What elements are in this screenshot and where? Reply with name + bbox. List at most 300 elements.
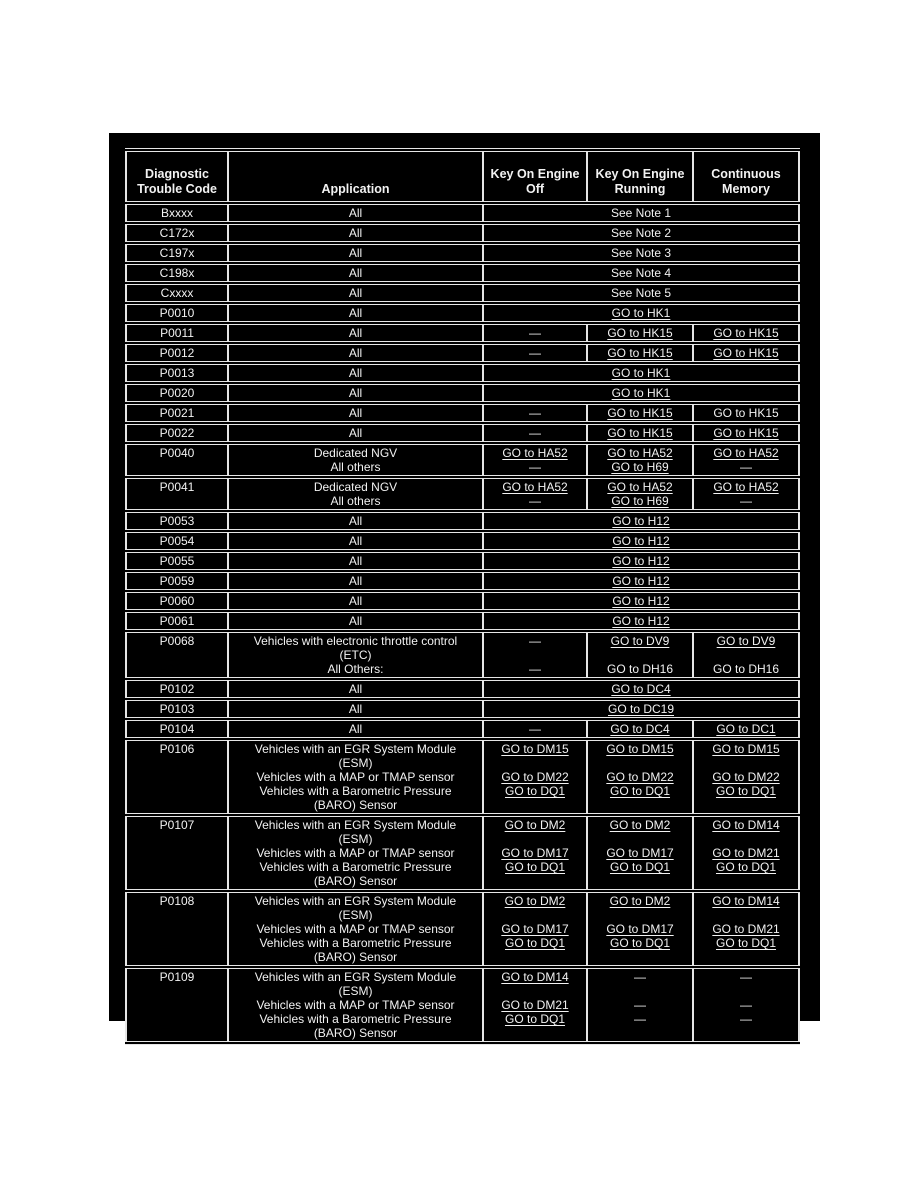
table-row bbox=[126, 511, 799, 531]
go-to-link[interactable]: GO to DM21 bbox=[712, 922, 780, 936]
go-to-link[interactable]: GO to DQ1 bbox=[504, 860, 566, 874]
dtc-code: P0011 bbox=[160, 326, 194, 340]
go-to-link[interactable]: GO to HA52 bbox=[713, 446, 779, 460]
koer-line bbox=[590, 426, 690, 440]
procedure-line bbox=[486, 574, 796, 588]
column-header-dtc bbox=[126, 150, 228, 203]
cm-cell bbox=[693, 477, 799, 511]
note-text: See Note 2 bbox=[610, 226, 672, 240]
cm-line bbox=[696, 480, 796, 494]
application-line: (BARO) Sensor bbox=[313, 1026, 398, 1040]
cm-cell bbox=[693, 891, 799, 967]
koer-cell bbox=[587, 719, 693, 739]
application-line: All bbox=[348, 306, 363, 320]
cm-cell bbox=[693, 403, 799, 423]
table-panel bbox=[109, 133, 820, 1040]
koeo-line bbox=[486, 326, 584, 340]
dtc-code-cell bbox=[126, 477, 228, 511]
table-row bbox=[126, 967, 799, 1043]
go-to-link[interactable]: GO to H12 bbox=[612, 574, 670, 588]
cm-line bbox=[696, 908, 796, 922]
koer-cell bbox=[587, 967, 693, 1043]
dash-placeholder: — bbox=[740, 998, 752, 1012]
cm-line bbox=[696, 756, 796, 770]
go-to-link[interactable]: GO to DQ1 bbox=[715, 936, 777, 950]
dtc-code: P0020 bbox=[159, 386, 195, 400]
koer-cell bbox=[587, 403, 693, 423]
go-to-link[interactable]: GO to DM22 bbox=[712, 770, 780, 784]
dash-placeholder: — bbox=[740, 494, 752, 508]
dtc-code: P0053 bbox=[159, 514, 195, 528]
cm-line bbox=[696, 426, 796, 440]
go-to-link[interactable]: GO to DM22 bbox=[606, 770, 674, 784]
table-row bbox=[126, 423, 799, 443]
go-to-link[interactable]: GO to HA52 bbox=[502, 480, 568, 494]
cm-cell bbox=[693, 323, 799, 343]
koeo-cell bbox=[483, 477, 587, 511]
procedure-line bbox=[486, 386, 796, 400]
go-to-link[interactable]: GO to DV9 bbox=[716, 634, 776, 648]
application-line: All bbox=[348, 366, 363, 380]
cm-line bbox=[696, 998, 796, 1012]
dtc-code: P0013 bbox=[159, 366, 195, 380]
go-to-link[interactable]: GO to HA52 bbox=[713, 480, 779, 494]
go-to-link[interactable]: GO to H12 bbox=[612, 534, 670, 548]
dash-placeholder: — bbox=[634, 970, 646, 984]
dash-placeholder: — bbox=[634, 1012, 646, 1026]
application-line: Vehicles with an EGR System Module bbox=[254, 894, 457, 908]
application-line: Dedicated NGV bbox=[313, 446, 398, 460]
table-row bbox=[126, 383, 799, 403]
procedure-line bbox=[486, 514, 796, 528]
go-to-link[interactable]: GO to DH16 bbox=[712, 662, 780, 676]
dtc-code-cell bbox=[126, 531, 228, 551]
application-line: Vehicles with a Barometric Pressure bbox=[259, 860, 452, 874]
go-to-link[interactable]: GO to DM21 bbox=[501, 998, 569, 1012]
header-row bbox=[126, 150, 799, 203]
cm-cell bbox=[693, 719, 799, 739]
application-cell bbox=[228, 263, 483, 283]
koeo-cell bbox=[483, 631, 587, 679]
application-line: All bbox=[348, 514, 363, 528]
koeo-cell bbox=[483, 967, 587, 1043]
procedure-span-cell bbox=[483, 303, 799, 323]
procedure-line bbox=[486, 366, 796, 380]
go-to-link[interactable]: GO to HK15 bbox=[607, 346, 673, 360]
cm-line bbox=[696, 722, 796, 736]
go-to-link[interactable]: GO to DQ1 bbox=[609, 860, 671, 874]
go-to-link[interactable]: GO to DM14 bbox=[501, 970, 569, 984]
application-cell bbox=[228, 531, 483, 551]
koer-line bbox=[590, 326, 690, 340]
go-to-link[interactable]: GO to DM2 bbox=[609, 894, 671, 908]
go-to-link[interactable]: GO to DC4 bbox=[611, 682, 671, 696]
go-to-link[interactable]: GO to DM15 bbox=[501, 742, 569, 756]
go-to-link[interactable]: GO to HK1 bbox=[611, 386, 671, 400]
koeo-line bbox=[486, 894, 584, 908]
koer-line bbox=[590, 950, 690, 964]
koer-line bbox=[590, 798, 690, 812]
cm-line bbox=[696, 832, 796, 846]
table-row bbox=[126, 531, 799, 551]
table-row bbox=[126, 631, 799, 679]
application-cell bbox=[228, 591, 483, 611]
table-row bbox=[126, 591, 799, 611]
cm-line bbox=[696, 446, 796, 460]
dtc-code: P0022 bbox=[159, 426, 195, 440]
table-row bbox=[126, 699, 799, 719]
dash-placeholder: — bbox=[634, 998, 646, 1012]
koeo-line bbox=[486, 818, 584, 832]
column-header-koeo bbox=[483, 150, 587, 203]
application-line: Vehicles with a MAP or TMAP sensor bbox=[256, 998, 455, 1012]
koeo-line bbox=[486, 446, 584, 460]
procedure-line bbox=[486, 266, 796, 280]
koer-cell bbox=[587, 815, 693, 891]
procedure-span-cell bbox=[483, 531, 799, 551]
table-row bbox=[126, 891, 799, 967]
dtc-code-cell bbox=[126, 679, 228, 699]
cm-cell bbox=[693, 967, 799, 1043]
dtc-code: C197x bbox=[159, 246, 195, 260]
go-to-link[interactable]: GO to HA52 bbox=[607, 446, 673, 460]
go-to-link[interactable]: GO to DM15 bbox=[712, 742, 780, 756]
application-line: (ESM) bbox=[338, 908, 373, 922]
table-row bbox=[126, 223, 799, 243]
dtc-code-cell bbox=[126, 631, 228, 679]
go-to-link[interactable]: GO to HA52 bbox=[607, 480, 673, 494]
cm-line bbox=[696, 406, 796, 420]
application-line: Vehicles with a Barometric Pressure bbox=[259, 784, 452, 798]
table-row bbox=[126, 403, 799, 423]
koer-cell bbox=[587, 323, 693, 343]
application-cell bbox=[228, 631, 483, 679]
application-line: Dedicated NGV bbox=[313, 480, 398, 494]
table-row bbox=[126, 283, 799, 303]
application-line: All bbox=[348, 286, 363, 300]
go-to-link[interactable]: GO to DQ1 bbox=[609, 784, 671, 798]
dtc-code-cell bbox=[126, 591, 228, 611]
koer-cell bbox=[587, 477, 693, 511]
cm-line bbox=[696, 860, 796, 874]
koer-line bbox=[590, 984, 690, 998]
cm-line bbox=[696, 742, 796, 756]
procedure-line bbox=[486, 614, 796, 628]
procedure-span-cell bbox=[483, 611, 799, 631]
koeo-line bbox=[486, 426, 584, 440]
dtc-table bbox=[125, 148, 800, 1045]
application-line: All bbox=[348, 614, 363, 628]
dash-placeholder: — bbox=[740, 460, 752, 474]
koeo-line bbox=[486, 770, 584, 784]
dtc-code-cell bbox=[126, 323, 228, 343]
dtc-code: Cxxxx bbox=[160, 286, 194, 300]
go-to-link[interactable]: GO to HK15 bbox=[713, 326, 779, 340]
note-text: See Note 3 bbox=[610, 246, 672, 260]
column-header-line: Trouble Code bbox=[137, 182, 217, 196]
application-line: Vehicles with a MAP or TMAP sensor bbox=[256, 770, 455, 784]
koer-line bbox=[590, 908, 690, 922]
go-to-link[interactable]: GO to HK1 bbox=[611, 366, 671, 380]
dtc-code-cell bbox=[126, 303, 228, 323]
koeo-line bbox=[486, 984, 584, 998]
application-line: (BARO) Sensor bbox=[313, 874, 398, 888]
cm-line bbox=[696, 922, 796, 936]
koeo-cell bbox=[483, 739, 587, 815]
go-to-link[interactable]: GO to H12 bbox=[612, 514, 670, 528]
go-to-link[interactable]: GO to DM2 bbox=[504, 818, 566, 832]
column-header-line: Memory bbox=[722, 182, 770, 196]
koeo-line bbox=[486, 998, 584, 1012]
note-text: See Note 1 bbox=[610, 206, 672, 220]
go-to-link[interactable]: GO to DQ1 bbox=[504, 784, 566, 798]
koer-cell bbox=[587, 423, 693, 443]
go-to-link[interactable]: GO to HK15 bbox=[713, 426, 779, 440]
application-cell bbox=[228, 477, 483, 511]
koer-line bbox=[590, 480, 690, 494]
koer-cell bbox=[587, 631, 693, 679]
procedure-line bbox=[486, 702, 796, 716]
go-to-link[interactable]: GO to DQ1 bbox=[504, 936, 566, 950]
cm-line bbox=[696, 662, 796, 676]
cm-line bbox=[696, 494, 796, 508]
table-row bbox=[126, 739, 799, 815]
koer-line bbox=[590, 770, 690, 784]
koer-line bbox=[590, 722, 690, 736]
procedure-span-cell bbox=[483, 591, 799, 611]
procedure-line bbox=[486, 682, 796, 696]
application-cell bbox=[228, 719, 483, 739]
go-to-link[interactable]: GO to DM17 bbox=[501, 922, 569, 936]
go-to-link[interactable]: GO to DV9 bbox=[610, 634, 670, 648]
dtc-code-cell bbox=[126, 815, 228, 891]
koer-line bbox=[590, 922, 690, 936]
table-row bbox=[126, 571, 799, 591]
koer-line bbox=[590, 346, 690, 360]
koeo-line bbox=[486, 784, 584, 798]
go-to-link[interactable]: GO to DM15 bbox=[606, 742, 674, 756]
go-to-link[interactable]: GO to DC1 bbox=[716, 722, 776, 736]
koeo-line bbox=[486, 662, 584, 676]
koeo-line bbox=[486, 756, 584, 770]
koeo-line bbox=[486, 406, 584, 420]
go-to-link[interactable]: GO to H12 bbox=[612, 614, 670, 628]
koeo-cell bbox=[483, 403, 587, 423]
procedure-line bbox=[486, 286, 796, 300]
cm-line bbox=[696, 818, 796, 832]
go-to-link[interactable]: GO to DM21 bbox=[712, 846, 780, 860]
application-line: All bbox=[348, 406, 363, 420]
go-to-link[interactable]: GO to HK15 bbox=[713, 406, 779, 420]
application-line: (ETC) bbox=[339, 648, 372, 662]
koeo-line bbox=[486, 874, 584, 888]
procedure-line bbox=[486, 534, 796, 548]
koeo-line bbox=[486, 648, 584, 662]
dtc-code: P0068 bbox=[159, 634, 195, 648]
dtc-code-cell bbox=[126, 203, 228, 223]
application-line: Vehicles with a MAP or TMAP sensor bbox=[256, 846, 455, 860]
koeo-line bbox=[486, 798, 584, 812]
go-to-link[interactable]: GO to HK15 bbox=[607, 426, 673, 440]
go-to-link[interactable]: GO to H12 bbox=[612, 594, 670, 608]
application-line: All Others: bbox=[327, 662, 384, 676]
dash-placeholder: — bbox=[529, 426, 541, 440]
application-cell bbox=[228, 363, 483, 383]
go-to-link[interactable]: GO to DC19 bbox=[607, 702, 675, 716]
dtc-code-cell bbox=[126, 699, 228, 719]
table-row bbox=[126, 243, 799, 263]
procedure-line bbox=[486, 306, 796, 320]
koer-line bbox=[590, 742, 690, 756]
koer-line bbox=[590, 894, 690, 908]
table-row bbox=[126, 263, 799, 283]
cm-cell bbox=[693, 739, 799, 815]
table-row bbox=[126, 611, 799, 631]
go-to-link[interactable]: GO to DM2 bbox=[504, 894, 566, 908]
procedure-span-cell bbox=[483, 571, 799, 591]
dtc-code-cell bbox=[126, 263, 228, 283]
dtc-code: P0106 bbox=[159, 742, 195, 756]
go-to-link[interactable]: GO to DQ1 bbox=[609, 936, 671, 950]
cm-cell bbox=[693, 343, 799, 363]
procedure-span-cell bbox=[483, 551, 799, 571]
koer-line bbox=[590, 874, 690, 888]
go-to-link[interactable]: GO to HA52 bbox=[502, 446, 568, 460]
cm-line bbox=[696, 326, 796, 340]
koer-line bbox=[590, 406, 690, 420]
koeo-line bbox=[486, 460, 584, 474]
go-to-link[interactable]: GO to DQ1 bbox=[715, 860, 777, 874]
dtc-code: P0103 bbox=[159, 702, 195, 716]
koer-line bbox=[590, 460, 690, 474]
application-line: All bbox=[348, 266, 363, 280]
table-header bbox=[126, 150, 799, 203]
go-to-link[interactable]: GO to DM17 bbox=[501, 846, 569, 860]
dtc-code: C172x bbox=[159, 226, 195, 240]
go-to-link[interactable]: GO to HK15 bbox=[607, 406, 673, 420]
koer-line bbox=[590, 846, 690, 860]
koer-line bbox=[590, 494, 690, 508]
application-line: Vehicles with an EGR System Module bbox=[254, 742, 457, 756]
dtc-code-cell bbox=[126, 403, 228, 423]
application-line: All bbox=[348, 682, 363, 696]
application-line: All bbox=[348, 346, 363, 360]
procedure-line bbox=[486, 246, 796, 260]
go-to-link[interactable]: GO to H69 bbox=[611, 460, 669, 474]
note-text: See Note 5 bbox=[610, 286, 672, 300]
go-to-link[interactable]: GO to DM17 bbox=[606, 846, 674, 860]
cm-line bbox=[696, 874, 796, 888]
procedure-span-cell bbox=[483, 363, 799, 383]
dtc-code: P0061 bbox=[159, 614, 195, 628]
application-cell bbox=[228, 423, 483, 443]
koer-line bbox=[590, 860, 690, 874]
koeo-cell bbox=[483, 891, 587, 967]
cm-cell bbox=[693, 443, 799, 477]
dtc-code: P0059 bbox=[159, 574, 195, 588]
cm-line bbox=[696, 770, 796, 784]
application-line: Vehicles with a MAP or TMAP sensor bbox=[256, 922, 455, 936]
go-to-link[interactable]: GO to DM14 bbox=[712, 818, 780, 832]
cm-cell bbox=[693, 815, 799, 891]
dtc-code: P0109 bbox=[159, 970, 195, 984]
dash-placeholder: — bbox=[529, 722, 541, 736]
go-to-link[interactable]: GO to DM2 bbox=[609, 818, 671, 832]
koer-line bbox=[590, 784, 690, 798]
koer-line bbox=[590, 634, 690, 648]
application-line: Vehicles with an EGR System Module bbox=[254, 818, 457, 832]
koer-line bbox=[590, 818, 690, 832]
dtc-code: P0021 bbox=[159, 406, 195, 420]
application-line: All bbox=[348, 534, 363, 548]
application-cell bbox=[228, 739, 483, 815]
table-body bbox=[126, 203, 799, 1043]
koeo-line bbox=[486, 950, 584, 964]
dtc-code-cell bbox=[126, 611, 228, 631]
go-to-link[interactable]: GO to H69 bbox=[611, 494, 669, 508]
cm-line bbox=[696, 784, 796, 798]
procedure-line bbox=[486, 594, 796, 608]
go-to-link[interactable]: GO to DC4 bbox=[610, 722, 670, 736]
go-to-link[interactable]: GO to DQ1 bbox=[715, 784, 777, 798]
application-line: All bbox=[348, 426, 363, 440]
application-line: All others bbox=[330, 494, 381, 508]
dtc-code-cell bbox=[126, 363, 228, 383]
koer-line bbox=[590, 1012, 690, 1026]
go-to-link[interactable]: GO to DM14 bbox=[712, 894, 780, 908]
koeo-line bbox=[486, 908, 584, 922]
koeo-line bbox=[486, 494, 584, 508]
application-line: All bbox=[348, 386, 363, 400]
dtc-code-cell bbox=[126, 719, 228, 739]
procedure-span-cell bbox=[483, 679, 799, 699]
koer-line bbox=[590, 936, 690, 950]
dash-placeholder: — bbox=[740, 1012, 752, 1026]
koer-line bbox=[590, 1026, 690, 1040]
koeo-line bbox=[486, 722, 584, 736]
application-line: All bbox=[348, 226, 363, 240]
dtc-code-cell bbox=[126, 511, 228, 531]
application-cell bbox=[228, 443, 483, 477]
dtc-code: C198x bbox=[159, 266, 195, 280]
note-text: See Note 4 bbox=[610, 266, 672, 280]
application-line: All bbox=[348, 574, 363, 588]
go-to-link[interactable]: GO to DM22 bbox=[501, 770, 569, 784]
table-row bbox=[126, 719, 799, 739]
go-to-link[interactable]: GO to DH16 bbox=[606, 662, 674, 676]
dash-placeholder: — bbox=[529, 494, 541, 508]
koeo-cell bbox=[483, 815, 587, 891]
go-to-link[interactable]: GO to DQ1 bbox=[504, 1012, 566, 1026]
application-line: Vehicles with a Barometric Pressure bbox=[259, 1012, 452, 1026]
dtc-code: Bxxxx bbox=[160, 206, 193, 220]
dtc-code-cell bbox=[126, 243, 228, 263]
go-to-link[interactable]: GO to H12 bbox=[612, 554, 670, 568]
go-to-link[interactable]: GO to DM17 bbox=[606, 922, 674, 936]
procedure-span-cell bbox=[483, 383, 799, 403]
dtc-code: P0108 bbox=[159, 894, 195, 908]
cm-line bbox=[696, 1026, 796, 1040]
procedure-line bbox=[486, 226, 796, 240]
column-header-koer bbox=[587, 150, 693, 203]
dash-placeholder: — bbox=[740, 970, 752, 984]
column-header-cm bbox=[693, 150, 799, 203]
koeo-cell bbox=[483, 343, 587, 363]
procedure-span-cell bbox=[483, 223, 799, 243]
go-to-link[interactable]: GO to HK1 bbox=[611, 306, 671, 320]
go-to-link[interactable]: GO to HK15 bbox=[607, 326, 673, 340]
go-to-link[interactable]: GO to HK15 bbox=[713, 346, 779, 360]
